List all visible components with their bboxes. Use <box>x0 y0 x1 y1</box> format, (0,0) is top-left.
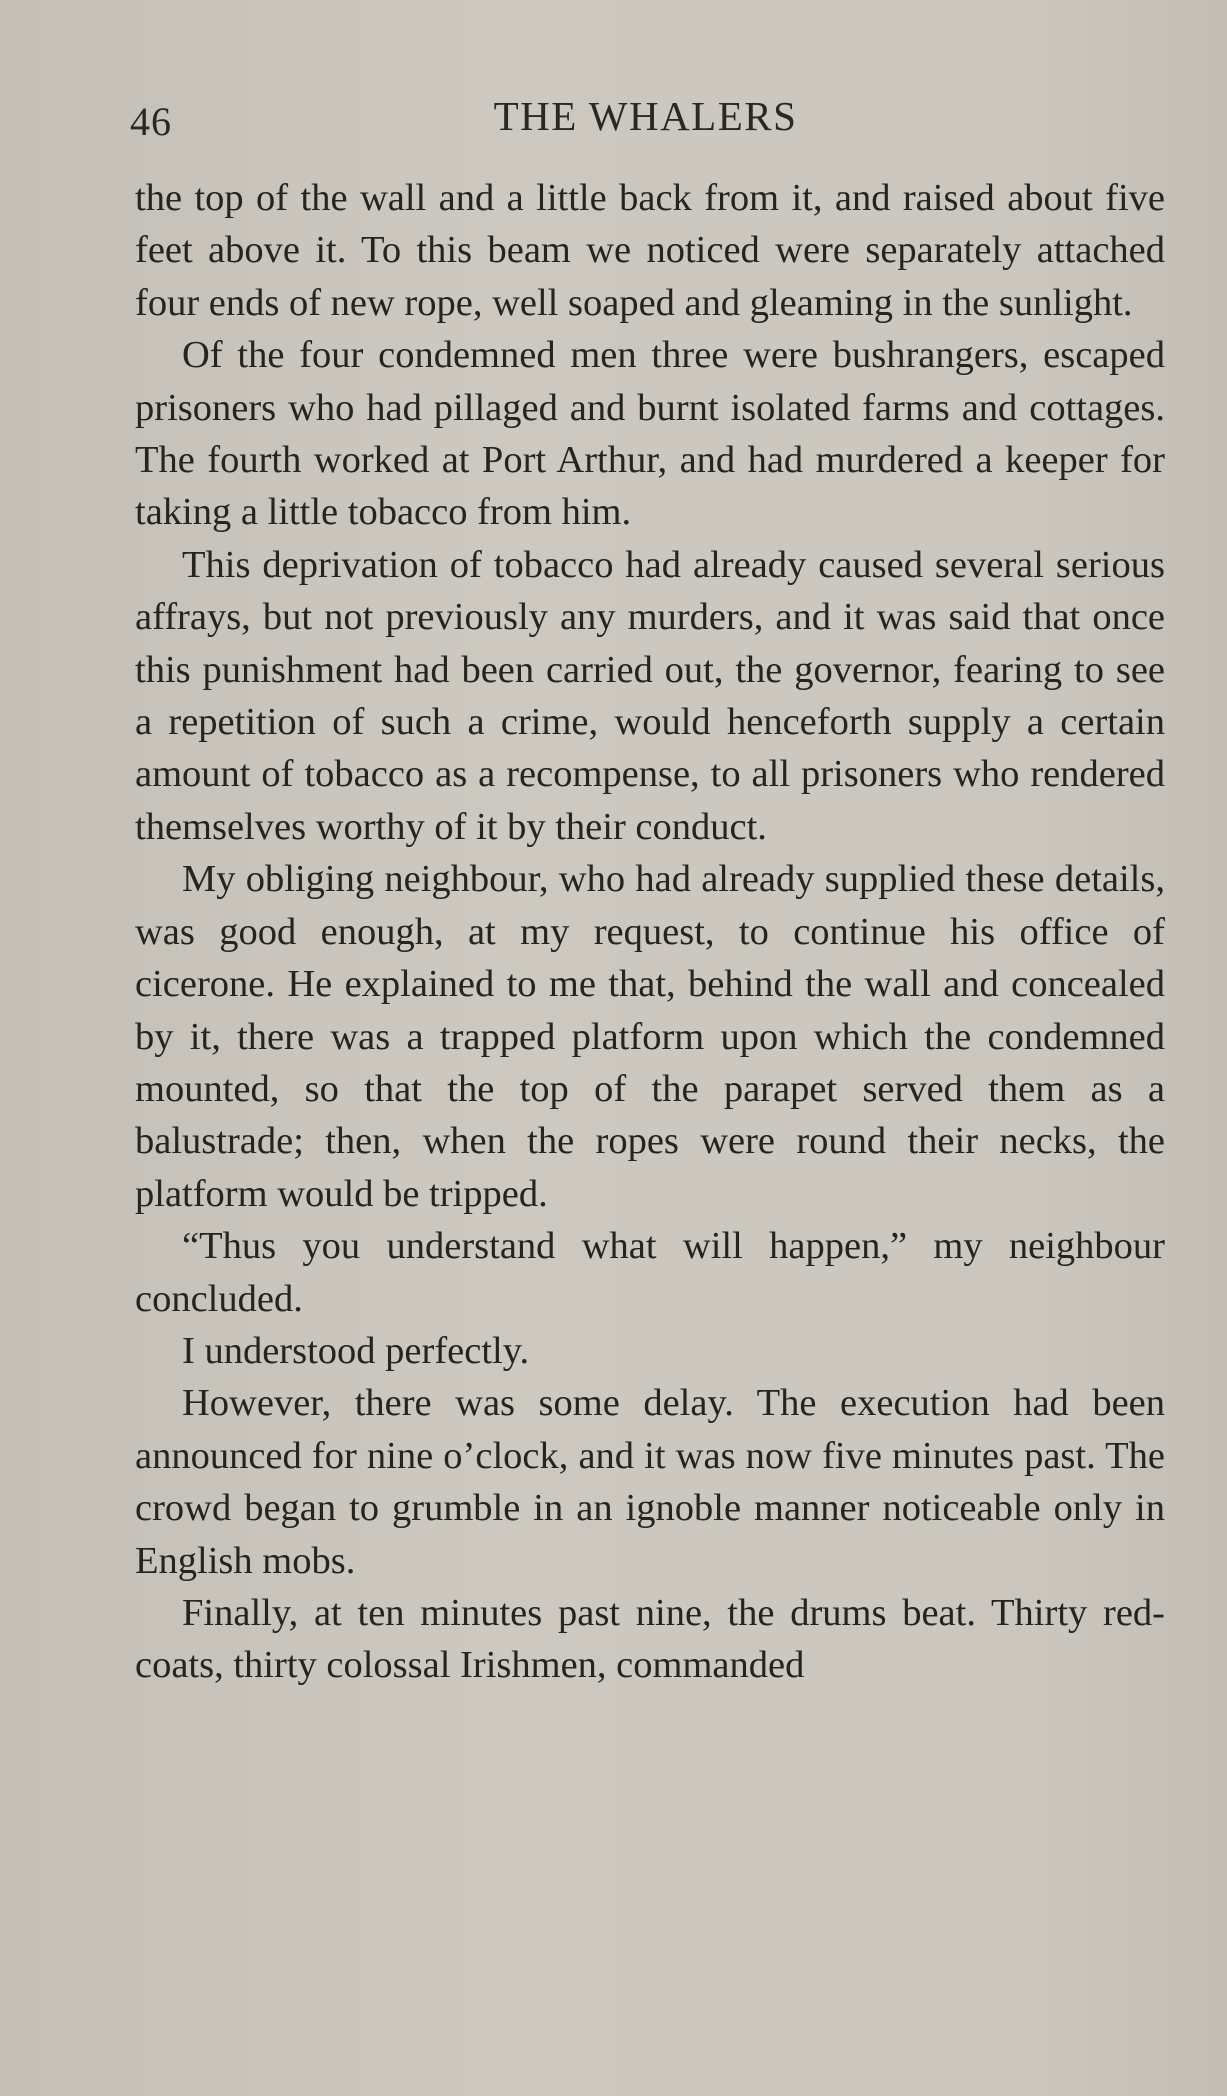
paragraph-3: This deprivation of tobacco had already caused several serious affrays, but not previously any murders, and it was said that once this punishment had been carried out, the governor, fearing to see a repetition of such a crime, would henceforth supply a certain amount of tobacco as a recompense, to all prisoners who rendered themselves worthy of it by their conduct. <box>135 543 1165 848</box>
paragraph-5: “Thus you understand what will happen,” my neighbour concluded. <box>135 1225 1165 1320</box>
body-text <box>135 172 1165 1692</box>
paragraph-1: the top of the wall and a little back from it, and raised about five feet above it. To this beam we noticed were separately attached four ends of new rope, well soaped and gleaming in the sunlight. <box>135 177 1165 324</box>
page-number: 46 <box>130 99 172 144</box>
paragraph-6: I understood perfectly. <box>182 1329 530 1372</box>
paragraph-8: Finally, at ten minutes past nine, the drums beat. Thirty red-coats, thirty colossal Irishmen, commanded <box>135 1591 1165 1687</box>
running-head <box>128 92 1163 152</box>
paragraph-7: However, there was some delay. The execution had been announced for nine o’clock, and it was now five minutes past. The crowd began to grumble in an ignoble manner noticeable only in English mobs. <box>135 1382 1165 1582</box>
book-title: THE WHALERS <box>493 93 798 139</box>
paragraph-2: Of the four condemned men three were bushrangers, escaped prisoners who had pillaged and burnt isolated farms and cottages. The fourth worked at Port Arthur, and had murdered a keeper for taking a little tobacco from him. <box>135 334 1165 534</box>
paragraph-4: My obliging neighbour, who had already supplied these details, was good enough, at my request, to continue his office of cicerone. He explained to me that, behind the wall and concealed by it, there was a trapped platform upon which the condemned mounted, so that the top of the parapet served them as a balustrade; then, when the ropes were round their necks, the platform would be tripped. <box>135 858 1165 1215</box>
